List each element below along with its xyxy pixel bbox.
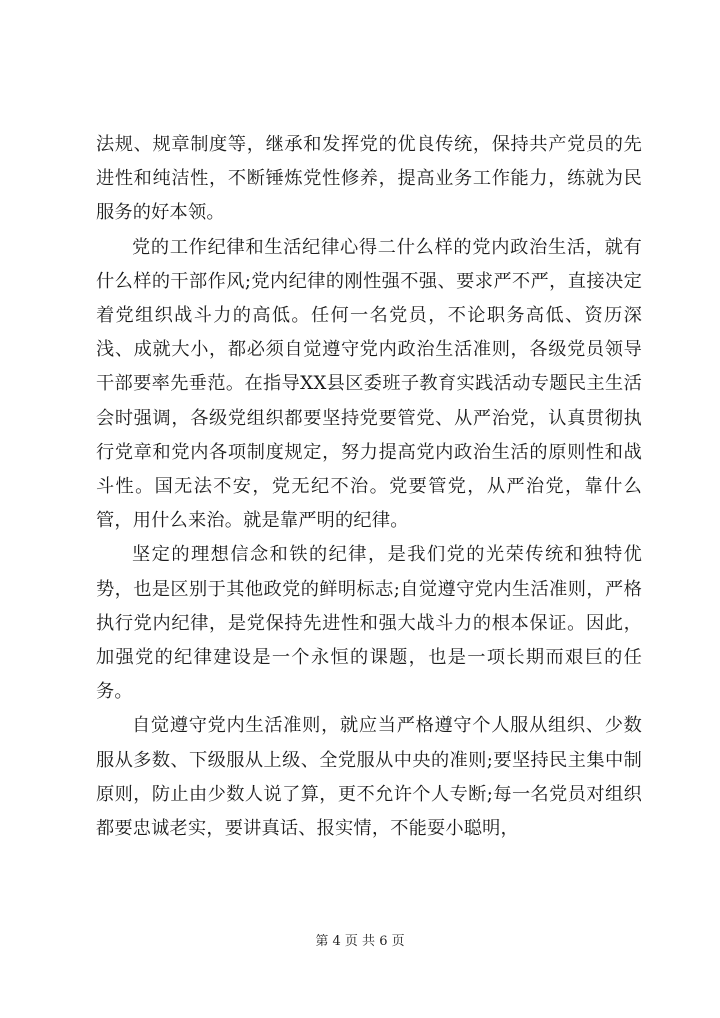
paragraph-1: 法规、规章制度等，继承和发挥党的优良传统，保持共产党员的先进性和纯洁性，不断锤炼党性修养，提高业务工作能力，练就为民服务的好本领。 [96,134,642,224]
paragraph-4: 自觉遵守党内生活准则，就应当严格遵守个人服从组织、少数服从多数、下级服从上级、全党服从中央的准则;要坚持民主集中制原则，防止由少数人说了算，更不允许个人专断;每一名党员对组织都要忠诚老实，要讲真话、报实情，不能耍小聪明， [96,715,642,840]
document-body [96,128,642,846]
page-number-footer: 第 4 页 共 6 页 [315,934,405,949]
paragraph-3: 坚定的理想信念和铁的纪律，是我们党的光荣传统和独特优势，也是区别于其他政党的鲜明标志;自觉遵守党内生活准则，严格执行党内纪律，是党保持先进性和强大战斗力的根本保证。因此，加强党的纪律建设是一个永恒的课题，也是一项长期而艰巨的任务。 [96,544,642,703]
paragraph-2: 党的工作纪律和生活纪律心得二什么样的党内政治生活，就有什么样的干部作风;党内纪律的刚性强不强、要求严不严，直接决定着党组织战斗力的高低。任何一名党员，不论职务高低、资历深浅、成就大小，都必须自觉遵守党内政治生活准则，各级党员领导干部要率先垂范。在指导XX县区委班子教育实践活动专题民主生活会时强调，各级党组织都要坚持党要管党、从严治党，认真贯彻执行党章和党内各项制度规定，努力提高党内政治生活的原则性和战斗性。国无法不安，党无纪不治。党要管党，从严治党，靠什么管，用什么来治。就是靠严明的纪律。 [96,236,642,532]
